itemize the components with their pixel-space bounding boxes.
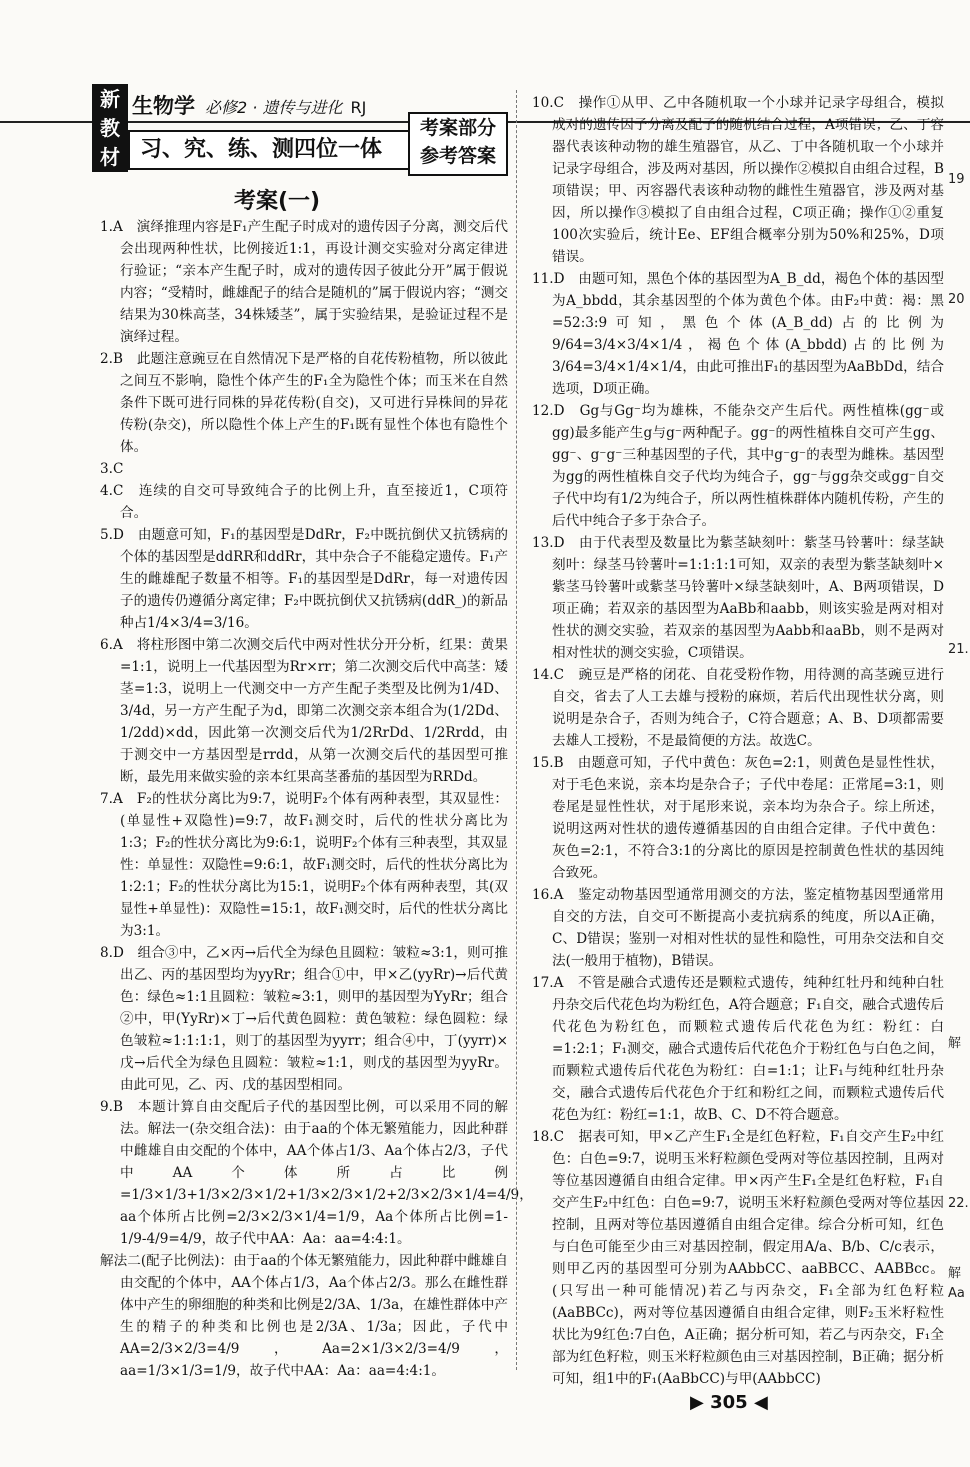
- answer-item: 14.C 豌豆是严格的闭花、自花受粉作物，用待测的高茎豌豆进行自交，省去了人工去雄与授粉的麻烦，若后代出现性状分离，则说明是杂合子，否则为纯合子，C符合题意；A、B、D项都需要去雄人工授粉，不是最简便的方法。故选C。: [532, 667, 944, 749]
- answer-item: 9.B 本题计算自由交配后子代的基因型比例，可以采用不同的解法。解法一(杂交组合法)：由于aa的个体无繁殖能力，因此种群中雌雄自由交配的个体中，AA个体占1/3、Aa个体占2/3，子代中AA个体所占比例=1/3×1/3+1/3×2/3×1/2+1/3×2/3×1/2+2/3×2/3×1/4=4/9，aa个体所占比例=2/3×2/3×1/4=1/9，Aa个体所占比例=1-1/9-4/9=4/9，故子代中AA：Aa：aa=4:4:1。: [100, 1099, 533, 1247]
- answer-method-two: 解法二(配子比例法)：由于aa的个体无繁殖能力，因此种群中雌雄自由交配的个体中，AA个体占1/3，Aa个体占2/3。那么在雌性群体中产生的卵细胞的种类和比例是2/3A、1/3a，在雄性群体中产生的精子的种类和比例也是2/3A、1/3a；因此，子代中AA=2/3×2/3=4/9，Aa=2×1/3×2/3=4/9，aa=1/3×1/3=1/9，故子代中AA：Aa：aa=4:4:1。: [100, 1253, 508, 1379]
- answer-item: 5.D 由题意可知，F₁的基因型是DdRr，F₂中既抗倒伏又抗锈病的个体的基因型是ddRR和ddRr，其中杂合子不能稳定遗传。F₁产生的雌雄配子数量不相等。F₁的基因型是DdRr，每一对遗传因子的遗传仍遵循分离定律；F₂中既抗倒伏又抗锈病(ddR_)的新品种占1/4×3/4=3/16。: [100, 527, 508, 631]
- page-number-value: 305: [710, 1392, 748, 1413]
- answer-item: 12.D Gg与Gg⁻均为雄株，不能杂交产生后代。两性植株(gg⁻或gg)最多能产生g与g⁻两种配子。gg⁻的两性植株自交可产生gg、gg⁻、g⁻g⁻三种基因型的子代，其中g⁻g⁻的表型为雌株。基因型为gg的两性植株自交子代均为纯合子，gg⁻与gg杂交或gg⁻自交子代中均有1/2为纯合子，所以两性植株群体内随机传粉，产生的后代中纯合子多于杂合子。: [532, 403, 944, 529]
- answer-item: 15.B 由题意可知，子代中黄色：灰色=2:1，则黄色是显性性状，对于毛色来说，亲本均是杂合子；子代中卷尾：正常尾=3:1，则卷尾是显性性状，对于尾形来说，亲本均为杂合子。综上所述，说明这两对性状的遗传遵循基因的自由组合定律。子代中黄色：灰色=2:1，不符合3:1的分离比的原因是控制黄色性状的基因纯合致死。: [532, 755, 944, 881]
- badge-char: 新: [100, 86, 120, 111]
- answer-section-label: [408, 112, 508, 176]
- next-page-fragment: Aa: [948, 1286, 965, 1301]
- answer-item: 11.D 由题可知，黑色个体的基因型为A_B_dd，褐色个体的基因型为A_bbdd，其余基因型的个体为黄色个体。由F₂中黄：褐：黑=52:3:9可知，黑色个体(A_B_dd)占的比例为9/64=3/4×3/4×1/4，褐色个体(A_bbdd)占的比例为3/64=3/4×1/4×1/4，由此可推出F₁的基因型为AaBbDd，结合选项，D项正确。: [532, 271, 944, 397]
- answers-column-left: [94, 216, 533, 1382]
- answer-item: 7.A F₂的性状分离比为9:7，说明F₂个体有两种表型，其双显性：(单显性+双隐性)=9:7，故F₁测交时，后代的性状分离比为1:3；F₂的性状分离比为9:6:1，说明F₂个体有三种表型，其双显性：单显性：双隐性=9:6:1，故F₁测交时，后代的性状分离比为1:2:1；F₂的性状分离比为15:1，说明F₂个体有两种表型，其(双显性+单显性)：双隐性=15:1，故F₁测交时，后代的性状分离比为3:1。: [100, 791, 508, 939]
- next-page-fragment: 22.: [948, 1196, 969, 1211]
- column-divider: [516, 90, 517, 1370]
- page-number: ▶ 305 ◀: [690, 1392, 768, 1413]
- answer-item: 17.A 不管是融合式遗传还是颗粒式遗传，纯种红牡丹和纯种白牡丹杂交后代花色均为粉红色，A符合题意；F₁自交，融合式遗传后代花色为粉红色，而颗粒式遗传后代花色为红：粉红：白=1:2:1；F₁测交，融合式遗传后代花色介于粉红色与白色之间，而颗粒式遗传后代花色为粉红：白=1:1；让F₁与纯种红牡丹杂交，融合式遗传后代花色介于红和粉红之间，而颗粒式遗传后代花色为红：粉红=1:1，故B、C、D不符合题意。: [532, 975, 944, 1123]
- subject-line: [132, 90, 366, 120]
- subject-name: 生物学: [132, 94, 195, 118]
- answer-item: 6.A 将柱形图中第二次测交后代中两对性状分开分析，红果：黄果=1:1，说明上一代基因型为Rr×rr；第二次测交后代中高茎：矮茎=1:3，说明上一代测交中一方产生配子类型及比例为1/4D、3/4d，另一方产生配子为d，即第二次测交亲本组合为(1/2Dd、1/2dd)×dd，因此第一次测交后代为1/2RrDd、1/2Rrdd，由于测交中一方基因型是rrdd，从第一次测交后代的基因型可推断，最先用来做实验的亲本红果高茎番茄的基因型为RRDd。: [100, 637, 508, 785]
- answers-column-right: [526, 92, 944, 1390]
- answer-item: 3.C: [100, 461, 124, 477]
- next-page-fragment: 19: [948, 172, 965, 187]
- book-title: 必修2 · 遗传与进化: [205, 98, 343, 117]
- answer-item: 16.A 鉴定动物基因型通常用测交的方法，鉴定植物基因型通常用自交的方法，自交可不断提高小麦抗病系的纯度，所以A正确，C、D错误；鉴别一对相对性状的显性和隐性，可用杂交法和自交法(一般用于植物)，B错误。: [532, 887, 944, 969]
- answer-item: 4.C 连续的自交可导致纯合子的比例上升，直至接近1，C项符合。: [100, 483, 508, 521]
- book-header: [92, 84, 512, 172]
- answer-item: 1.A 演绎推理内容是F₁产生配子时成对的遗传因子分离，测交后代会出现两种性状，比例接近1:1，再设计测交实验对分离定律进行验证；“亲本产生配子时，成对的遗传因子彼此分开”属于假说内容；“受精时，雌雄配子的结合是随机的”属于假说内容；“测交结果为30株高茎，34株矮茎”，属于实验结果，是验证过程不是演绎过程。: [100, 219, 508, 345]
- next-page-fragment: 20: [948, 292, 965, 307]
- answer-item: 10.C 操作①从甲、乙中各随机取一个小球并记录字母组合，模拟成对的遗传因子分离及配子的随机结合过程，A项错误；乙、丁容器代表该种动物的雄生殖器官，从乙、丁中各随机取一个小球并记录字母组合，涉及两对基因，所以操作②模拟自由组合过程，B项错误；甲、丙容器代表该种动物的雌性生殖器官，涉及两对基因，所以操作③模拟了自由组合过程，C项正确；操作①②重复100次实验后，统计Ee、EF组合概率分别为50%和25%，D项错误。: [532, 95, 944, 265]
- section-title: 考案(一): [234, 189, 321, 214]
- next-page-fragment: 21.: [948, 642, 969, 657]
- next-page-fragment: 解: [948, 1266, 962, 1281]
- answer-section-line2: 参考答案: [419, 145, 496, 167]
- answer-item: 13.D 由于代表型及数量比为紫茎缺刻叶：紫茎马铃薯叶：绿茎缺刻叶：绿茎马铃薯叶=1:1:1:1可知，双亲的表型为紫茎缺刻叶×紫茎马铃薯叶或紫茎马铃薯叶×绿茎缺刻叶，A、B两项错误，D项正确；若双亲的基因型为AaBb和aabb，则该实验是两对相对性状的测交实验，若双亲的基因型为Aabb和aaBb，则不是两对相对性状的测交实验，C项错误。: [532, 535, 944, 661]
- next-page-fragment: 解: [948, 1036, 962, 1051]
- answer-item: 8.D 组合③中，乙×丙→后代全为绿色且圆粒：皱粒≈3:1，则可推出乙、丙的基因型均为yyRr；组合①中，甲×乙(yyRr)→后代黄色：绿色≈1:1且圆粒：皱粒≈3:1，则甲的基因型为YyRr；组合②中，甲(YyRr)×丁→后代黄色圆粒：黄色皱粒：绿色圆粒：绿色皱粒≈1:1:1:1，则丁的基因型为yyrr；组合④中，丁(yyrr)×戊→后代全为绿色且圆粒：皱粒≈1:1，则戊的基因型为yyRr。由此可见，乙、丙、戊的基因型相同。: [100, 945, 508, 1093]
- new-textbook-badge: [92, 84, 128, 172]
- badge-char: 教: [100, 115, 120, 140]
- slogan: 习、究、练、测四位一体: [128, 130, 434, 170]
- answer-section-line1: 考案部分: [419, 117, 496, 139]
- answer-item: 2.B 此题注意豌豆在自然情况下是严格的自花传粉植物，所以彼此之间互不影响，隐性个体产生的F₁全为隐性个体；而玉米在自然条件下既可进行同株的异花传粉(自交)，又可进行异株间的异花传粉(杂交)，所以隐性个体上产生的F₁既有显性个体也有隐性个体。: [100, 351, 508, 455]
- badge-char: 材: [100, 145, 120, 170]
- edition-label: RJ: [350, 98, 367, 117]
- answer-item: 18.C 据表可知，甲×乙产生F₁全是红色籽粒，F₁自交产生F₂中红色：白色=9:7，说明玉米籽粒颜色受两对等位基因控制，且两对等位基因遵循自由组合定律。甲×丙产生F₁全是红色籽粒，F₁自交产生F₂中红色：白色=9:7，说明玉米籽粒颜色受两对等位基因控制，且两对等位基因遵循自由组合定律。综合分析可知，红色与白色可能至少由三对基因控制，假定用A/a、B/b、C/c表示，则甲乙丙的基因型可分别为AAbbCC、aaBBCC、AABBcc。(只写出一种可能情况)若乙与丙杂交，F₁全部为红色籽粒(AaBBCc)，两对等位基因遵循自由组合定律，则F₂玉米籽粒性状比为9红色:7白色，A正确；据分析可知，若乙与丙杂交，F₁全部为红色籽粒，则玉米籽粒颜色由三对基因控制，B正确；据分析可知，组1中的F₁(AaBbCC)与甲(AAbbCC): [532, 1129, 944, 1387]
